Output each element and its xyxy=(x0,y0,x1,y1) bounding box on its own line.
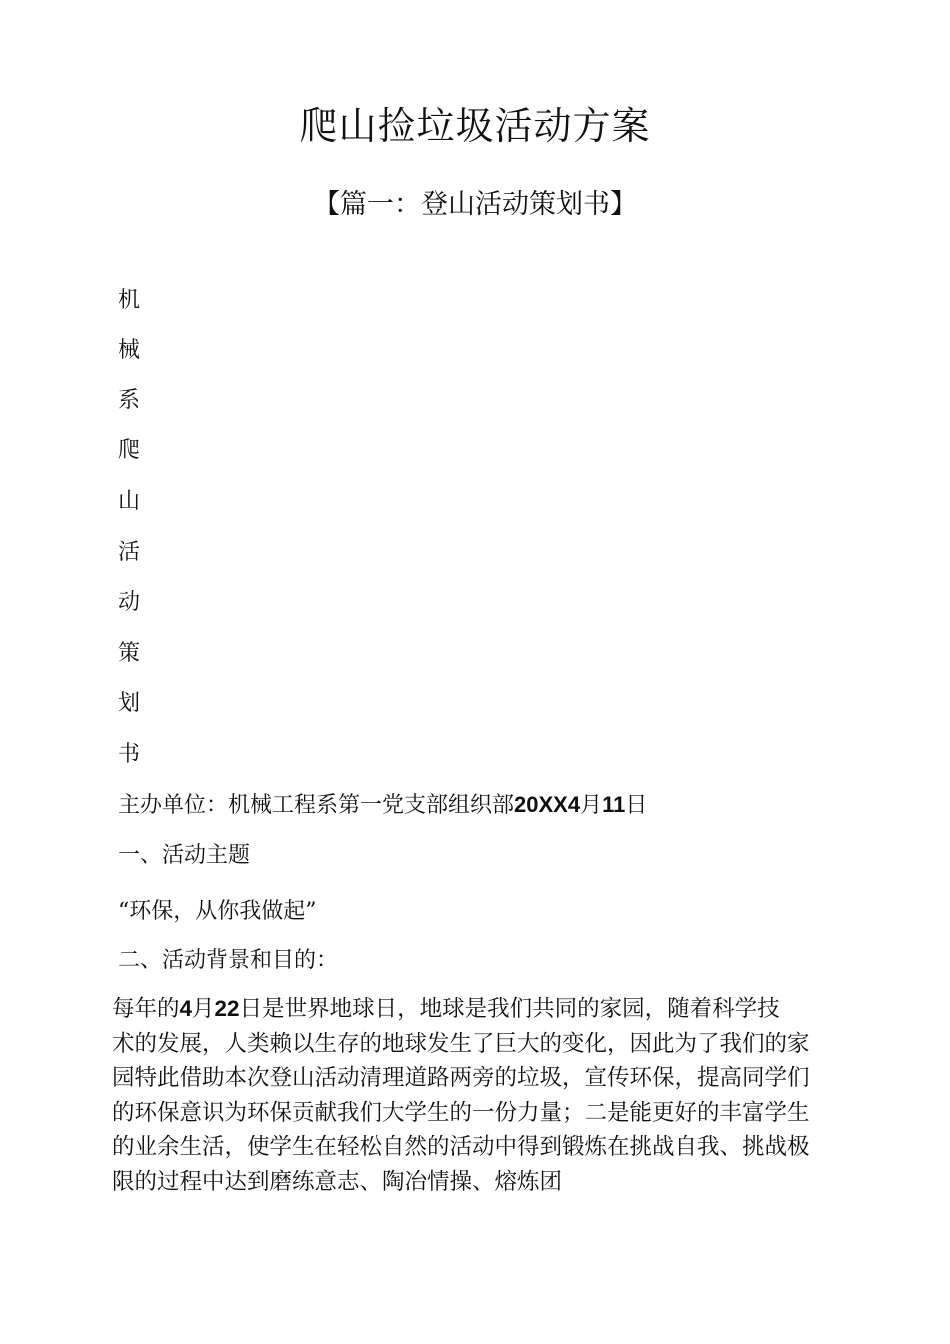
vertical-title-char: 械 xyxy=(118,338,141,363)
vertical-title-char: 爬 xyxy=(118,438,141,463)
section-heading-background: 二、活动背景和目的： xyxy=(118,948,339,973)
organizer-line xyxy=(118,790,647,821)
organizer-year: 20XX4 xyxy=(514,792,581,817)
paragraph-line: 限的过程中达到磨练意志、陶冶情操、熔炼团 xyxy=(112,1168,563,1195)
vertical-title-char: 策 xyxy=(118,641,141,666)
document-title: 爬山捡垃圾活动方案 xyxy=(299,104,651,148)
organizer-month-label: 月 xyxy=(580,793,603,818)
paragraph-number: 22 xyxy=(214,996,240,1021)
paragraph-line: 园特此借助本次登山活动清理道路两旁的垃圾，宣传环保，提高同学们 xyxy=(112,1065,810,1092)
paragraph-text: 月 xyxy=(192,996,215,1022)
paragraph-line xyxy=(112,992,842,1027)
theme-text: “环保，从你我做起” xyxy=(118,899,317,924)
organizer-label: 主办单位：机械工程系第一党支部组织部 xyxy=(118,793,515,818)
section-heading-theme: 一、活动主题 xyxy=(118,843,251,868)
vertical-title-char: 山 xyxy=(118,489,141,514)
document-subtitle: 【篇一：登山活动策划书】 xyxy=(313,189,637,220)
vertical-title-char: 划 xyxy=(118,691,141,716)
paragraph-line: 的环保意识为环保贡献我们大学生的一份力量；二是能更好的丰富学生 xyxy=(112,1099,810,1126)
background-paragraph xyxy=(112,992,842,1200)
paragraph-text: 每年的 xyxy=(112,996,180,1022)
vertical-title-char: 活 xyxy=(118,540,141,565)
paragraph-line: 术的发展，人类赖以生存的地球发生了巨大的变化，因此为了我们的家 xyxy=(112,1030,810,1057)
organizer-day: 11 xyxy=(602,792,626,817)
vertical-title-char: 动 xyxy=(118,590,141,615)
organizer-day-label: 日 xyxy=(625,793,648,818)
paragraph-text: 日是世界地球日，地球是我们共同的家园，随着科学技 xyxy=(239,996,780,1022)
vertical-title-char: 系 xyxy=(118,388,141,413)
vertical-title-char: 书 xyxy=(118,742,141,767)
vertical-title-char: 机 xyxy=(118,288,141,313)
paragraph-line: 的业余生活，使学生在轻松自然的活动中得到锻炼在挑战自我、挑战极 xyxy=(112,1134,810,1161)
paragraph-number: 4 xyxy=(179,996,193,1021)
